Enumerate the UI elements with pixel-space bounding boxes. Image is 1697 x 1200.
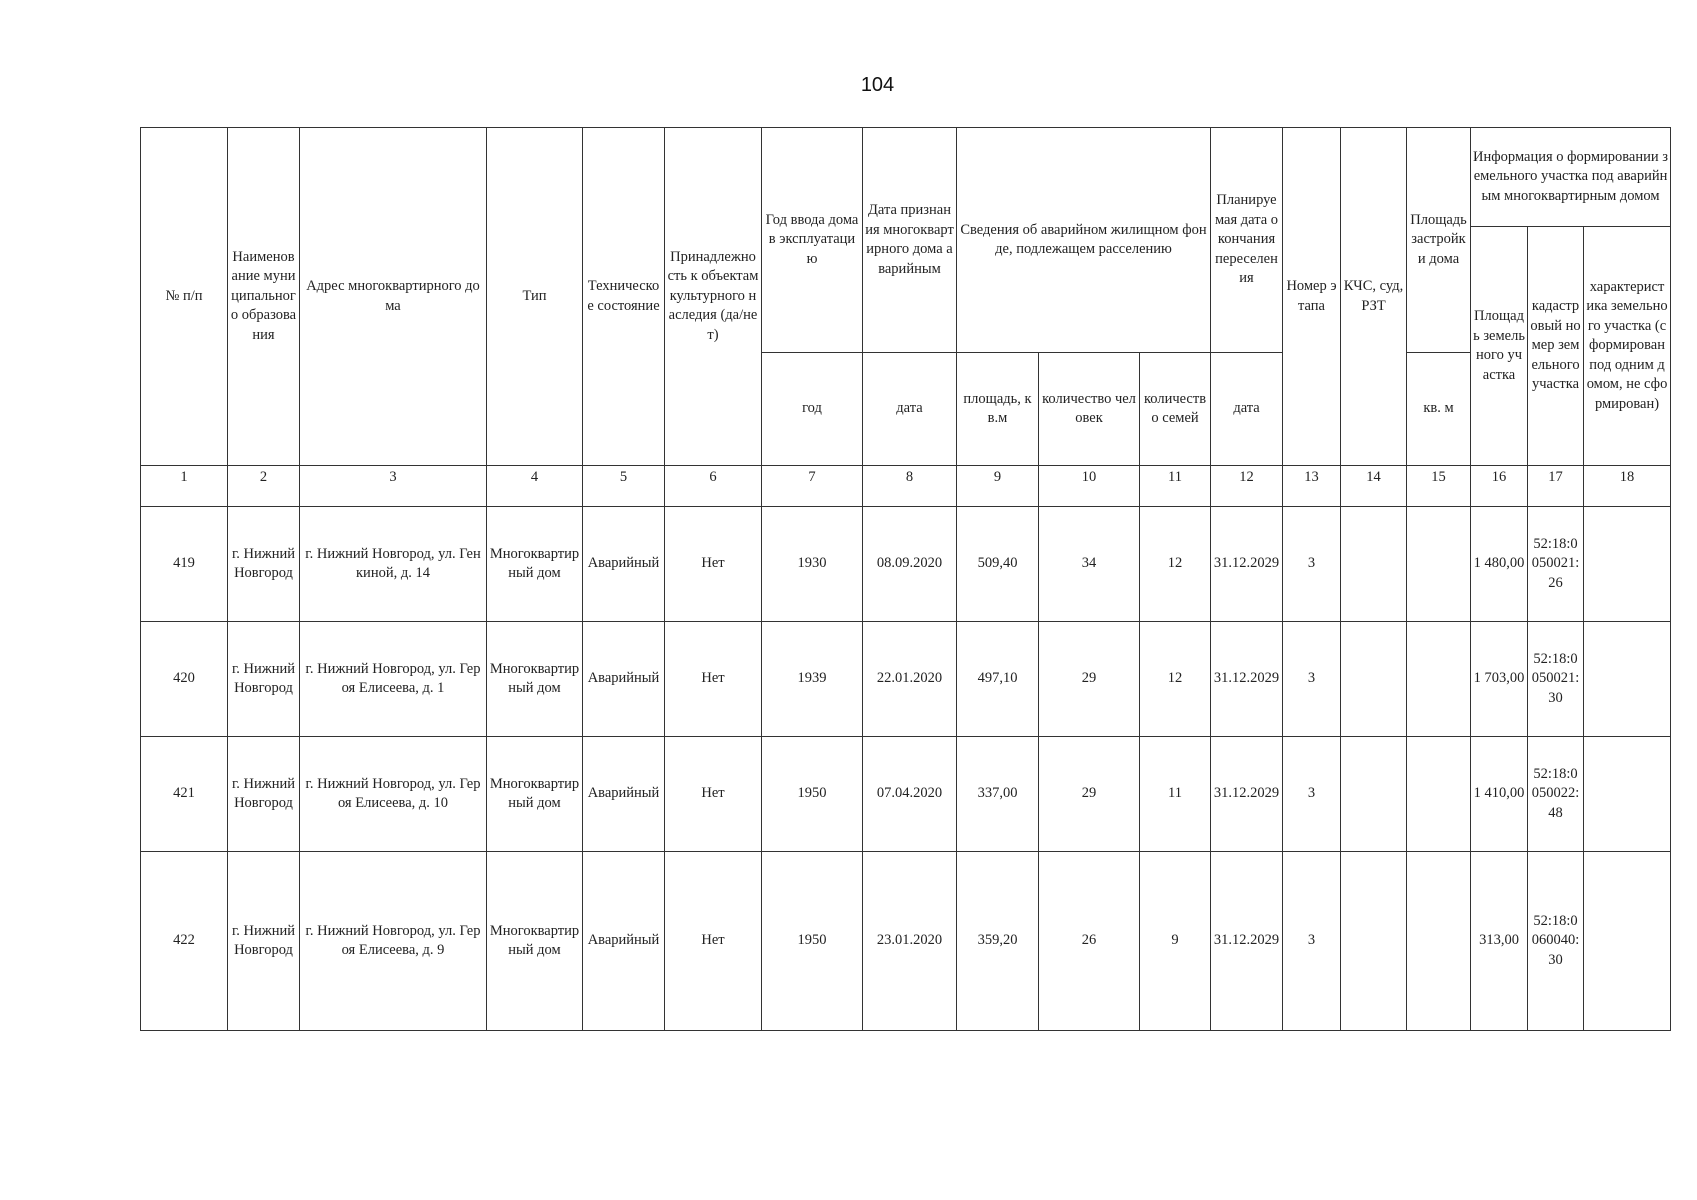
- cell-area: 509,40: [957, 507, 1039, 622]
- cell-year: 1930: [762, 507, 863, 622]
- cell-municipality: г. Нижний Новгород: [228, 622, 300, 737]
- cell-area: 497,10: [957, 622, 1039, 737]
- cell-families: 11: [1140, 737, 1211, 852]
- cell-cadastral: 52:18:0050021:30: [1528, 622, 1584, 737]
- cell-families: 9: [1140, 852, 1211, 1031]
- header-municipality: Наименование муниципального образования: [228, 128, 300, 466]
- cell-kchs: [1341, 737, 1407, 852]
- cell-stage: 3: [1283, 737, 1341, 852]
- cell-municipality: г. Нижний Новгород: [228, 852, 300, 1031]
- cell-stage: 3: [1283, 852, 1341, 1031]
- header-kchs: КЧС, суд, РЗТ: [1341, 128, 1407, 466]
- cell-kchs: [1341, 852, 1407, 1031]
- cell-area: 359,20: [957, 852, 1039, 1031]
- cell-plot-area: 1 410,00: [1471, 737, 1528, 852]
- column-number: 3: [300, 466, 487, 507]
- header-emergency-fund-group: Сведения об аварийном жилищном фонде, подлежащем расселению: [957, 128, 1211, 353]
- column-number: 12: [1211, 466, 1283, 507]
- cell-heritage: Нет: [665, 507, 762, 622]
- cell-end-date: 31.12.2029: [1211, 852, 1283, 1031]
- header-land-plot-group: Информация о формировании земельного участка под аварийным многоквартирным домом: [1471, 128, 1671, 227]
- cell-building-area: [1407, 737, 1471, 852]
- column-number: 10: [1039, 466, 1140, 507]
- cell-heritage: Нет: [665, 622, 762, 737]
- cell-cadastral: 52:18:0060040:30: [1528, 852, 1584, 1031]
- subheader-people: количество человек: [1039, 353, 1140, 466]
- cell-plot-area: 313,00: [1471, 852, 1528, 1031]
- header-technical-state: Техническое состояние: [583, 128, 665, 466]
- cell-building-area: [1407, 852, 1471, 1031]
- column-number: 18: [1584, 466, 1671, 507]
- cell-year: 1939: [762, 622, 863, 737]
- column-number: 13: [1283, 466, 1341, 507]
- cell-people: 29: [1039, 622, 1140, 737]
- cell-families: 12: [1140, 622, 1211, 737]
- column-number: 1: [141, 466, 228, 507]
- cell-stage: 3: [1283, 622, 1341, 737]
- table-row: [141, 507, 1671, 622]
- header-year-commissioned: Год ввода дома в эксплуатацию: [762, 128, 863, 353]
- header-plot-area: Площадь земельного участка: [1471, 227, 1528, 466]
- cell-plot-area: 1 480,00: [1471, 507, 1528, 622]
- cell-people: 34: [1039, 507, 1140, 622]
- column-number: 16: [1471, 466, 1528, 507]
- header-building-area: Площадь застройки дома: [1407, 128, 1471, 353]
- column-number: 17: [1528, 466, 1584, 507]
- cell-stage: 3: [1283, 507, 1341, 622]
- cell-kchs: [1341, 507, 1407, 622]
- column-number: 2: [228, 466, 300, 507]
- cell-state: Аварийный: [583, 507, 665, 622]
- table-row: [141, 852, 1671, 1031]
- cell-plot-characteristic: [1584, 852, 1671, 1031]
- column-number: 7: [762, 466, 863, 507]
- cell-state: Аварийный: [583, 852, 665, 1031]
- header-plot-characteristic: характеристика земельного участка (сформирован под одним домом, не сформирован): [1584, 227, 1671, 466]
- column-number: 14: [1341, 466, 1407, 507]
- subheader-date: дата: [863, 353, 957, 466]
- cell-municipality: г. Нижний Новгород: [228, 737, 300, 852]
- cell-families: 12: [1140, 507, 1211, 622]
- table-row: [141, 622, 1671, 737]
- cell-year: 1950: [762, 852, 863, 1031]
- header-planned-end-date: Планируемая дата окончания переселения: [1211, 128, 1283, 353]
- cell-date-recognized: 23.01.2020: [863, 852, 957, 1031]
- cell-municipality: г. Нижний Новгород: [228, 507, 300, 622]
- cell-state: Аварийный: [583, 622, 665, 737]
- cell-address: г. Нижний Новгород, ул. Генкиной, д. 14: [300, 507, 487, 622]
- cell-kchs: [1341, 622, 1407, 737]
- header-cadastral-number: кадастровый номер земельного участка: [1528, 227, 1584, 466]
- subheader-building-area-unit: кв. м: [1407, 353, 1471, 466]
- cell-type: Многоквартирный дом: [487, 852, 583, 1031]
- cell-cadastral: 52:18:0050021:26: [1528, 507, 1584, 622]
- header-type: Тип: [487, 128, 583, 466]
- cell-heritage: Нет: [665, 737, 762, 852]
- cell-date-recognized: 22.01.2020: [863, 622, 957, 737]
- cell-end-date: 31.12.2029: [1211, 622, 1283, 737]
- cell-address: г. Нижний Новгород, ул. Героя Елисеева, д. 9: [300, 852, 487, 1031]
- cell-type: Многоквартирный дом: [487, 622, 583, 737]
- header-date-recognized: Дата признания многоквартирного дома аварийным: [863, 128, 957, 353]
- cell-date-recognized: 08.09.2020: [863, 507, 957, 622]
- cell-num: 422: [141, 852, 228, 1031]
- cell-plot-characteristic: [1584, 622, 1671, 737]
- cell-building-area: [1407, 622, 1471, 737]
- cell-num: 420: [141, 622, 228, 737]
- column-number-row: [141, 466, 1671, 507]
- column-number: 6: [665, 466, 762, 507]
- header-stage: Номер этапа: [1283, 128, 1341, 466]
- cell-people: 26: [1039, 852, 1140, 1031]
- cell-year: 1950: [762, 737, 863, 852]
- subheader-year: год: [762, 353, 863, 466]
- column-number: 11: [1140, 466, 1211, 507]
- column-number: 5: [583, 466, 665, 507]
- cell-cadastral: 52:18:0050022:48: [1528, 737, 1584, 852]
- header-heritage: Принадлежность к объектам культурного наследия (да/нет): [665, 128, 762, 466]
- cell-people: 29: [1039, 737, 1140, 852]
- subheader-end-date: дата: [1211, 353, 1283, 466]
- cell-end-date: 31.12.2029: [1211, 737, 1283, 852]
- column-number: 8: [863, 466, 957, 507]
- subheader-area: площадь, кв.м: [957, 353, 1039, 466]
- header-num: № п/п: [141, 128, 228, 466]
- cell-address: г. Нижний Новгород, ул. Героя Елисеева, д. 10: [300, 737, 487, 852]
- cell-area: 337,00: [957, 737, 1039, 852]
- column-number: 9: [957, 466, 1039, 507]
- cell-plot-characteristic: [1584, 507, 1671, 622]
- cell-plot-area: 1 703,00: [1471, 622, 1528, 737]
- page-number: 104: [860, 74, 895, 96]
- cell-state: Аварийный: [583, 737, 665, 852]
- cell-end-date: 31.12.2029: [1211, 507, 1283, 622]
- cell-num: 421: [141, 737, 228, 852]
- cell-type: Многоквартирный дом: [487, 507, 583, 622]
- table-row: [141, 737, 1671, 852]
- cell-address: г. Нижний Новгород, ул. Героя Елисеева, д. 1: [300, 622, 487, 737]
- cell-date-recognized: 07.04.2020: [863, 737, 957, 852]
- column-number: 15: [1407, 466, 1471, 507]
- subheader-families: количество семей: [1140, 353, 1211, 466]
- emergency-housing-table: [140, 127, 1671, 1031]
- cell-num: 419: [141, 507, 228, 622]
- cell-heritage: Нет: [665, 852, 762, 1031]
- column-number: 4: [487, 466, 583, 507]
- cell-type: Многоквартирный дом: [487, 737, 583, 852]
- cell-plot-characteristic: [1584, 737, 1671, 852]
- header-address: Адрес многоквартирного дома: [300, 128, 487, 466]
- cell-building-area: [1407, 507, 1471, 622]
